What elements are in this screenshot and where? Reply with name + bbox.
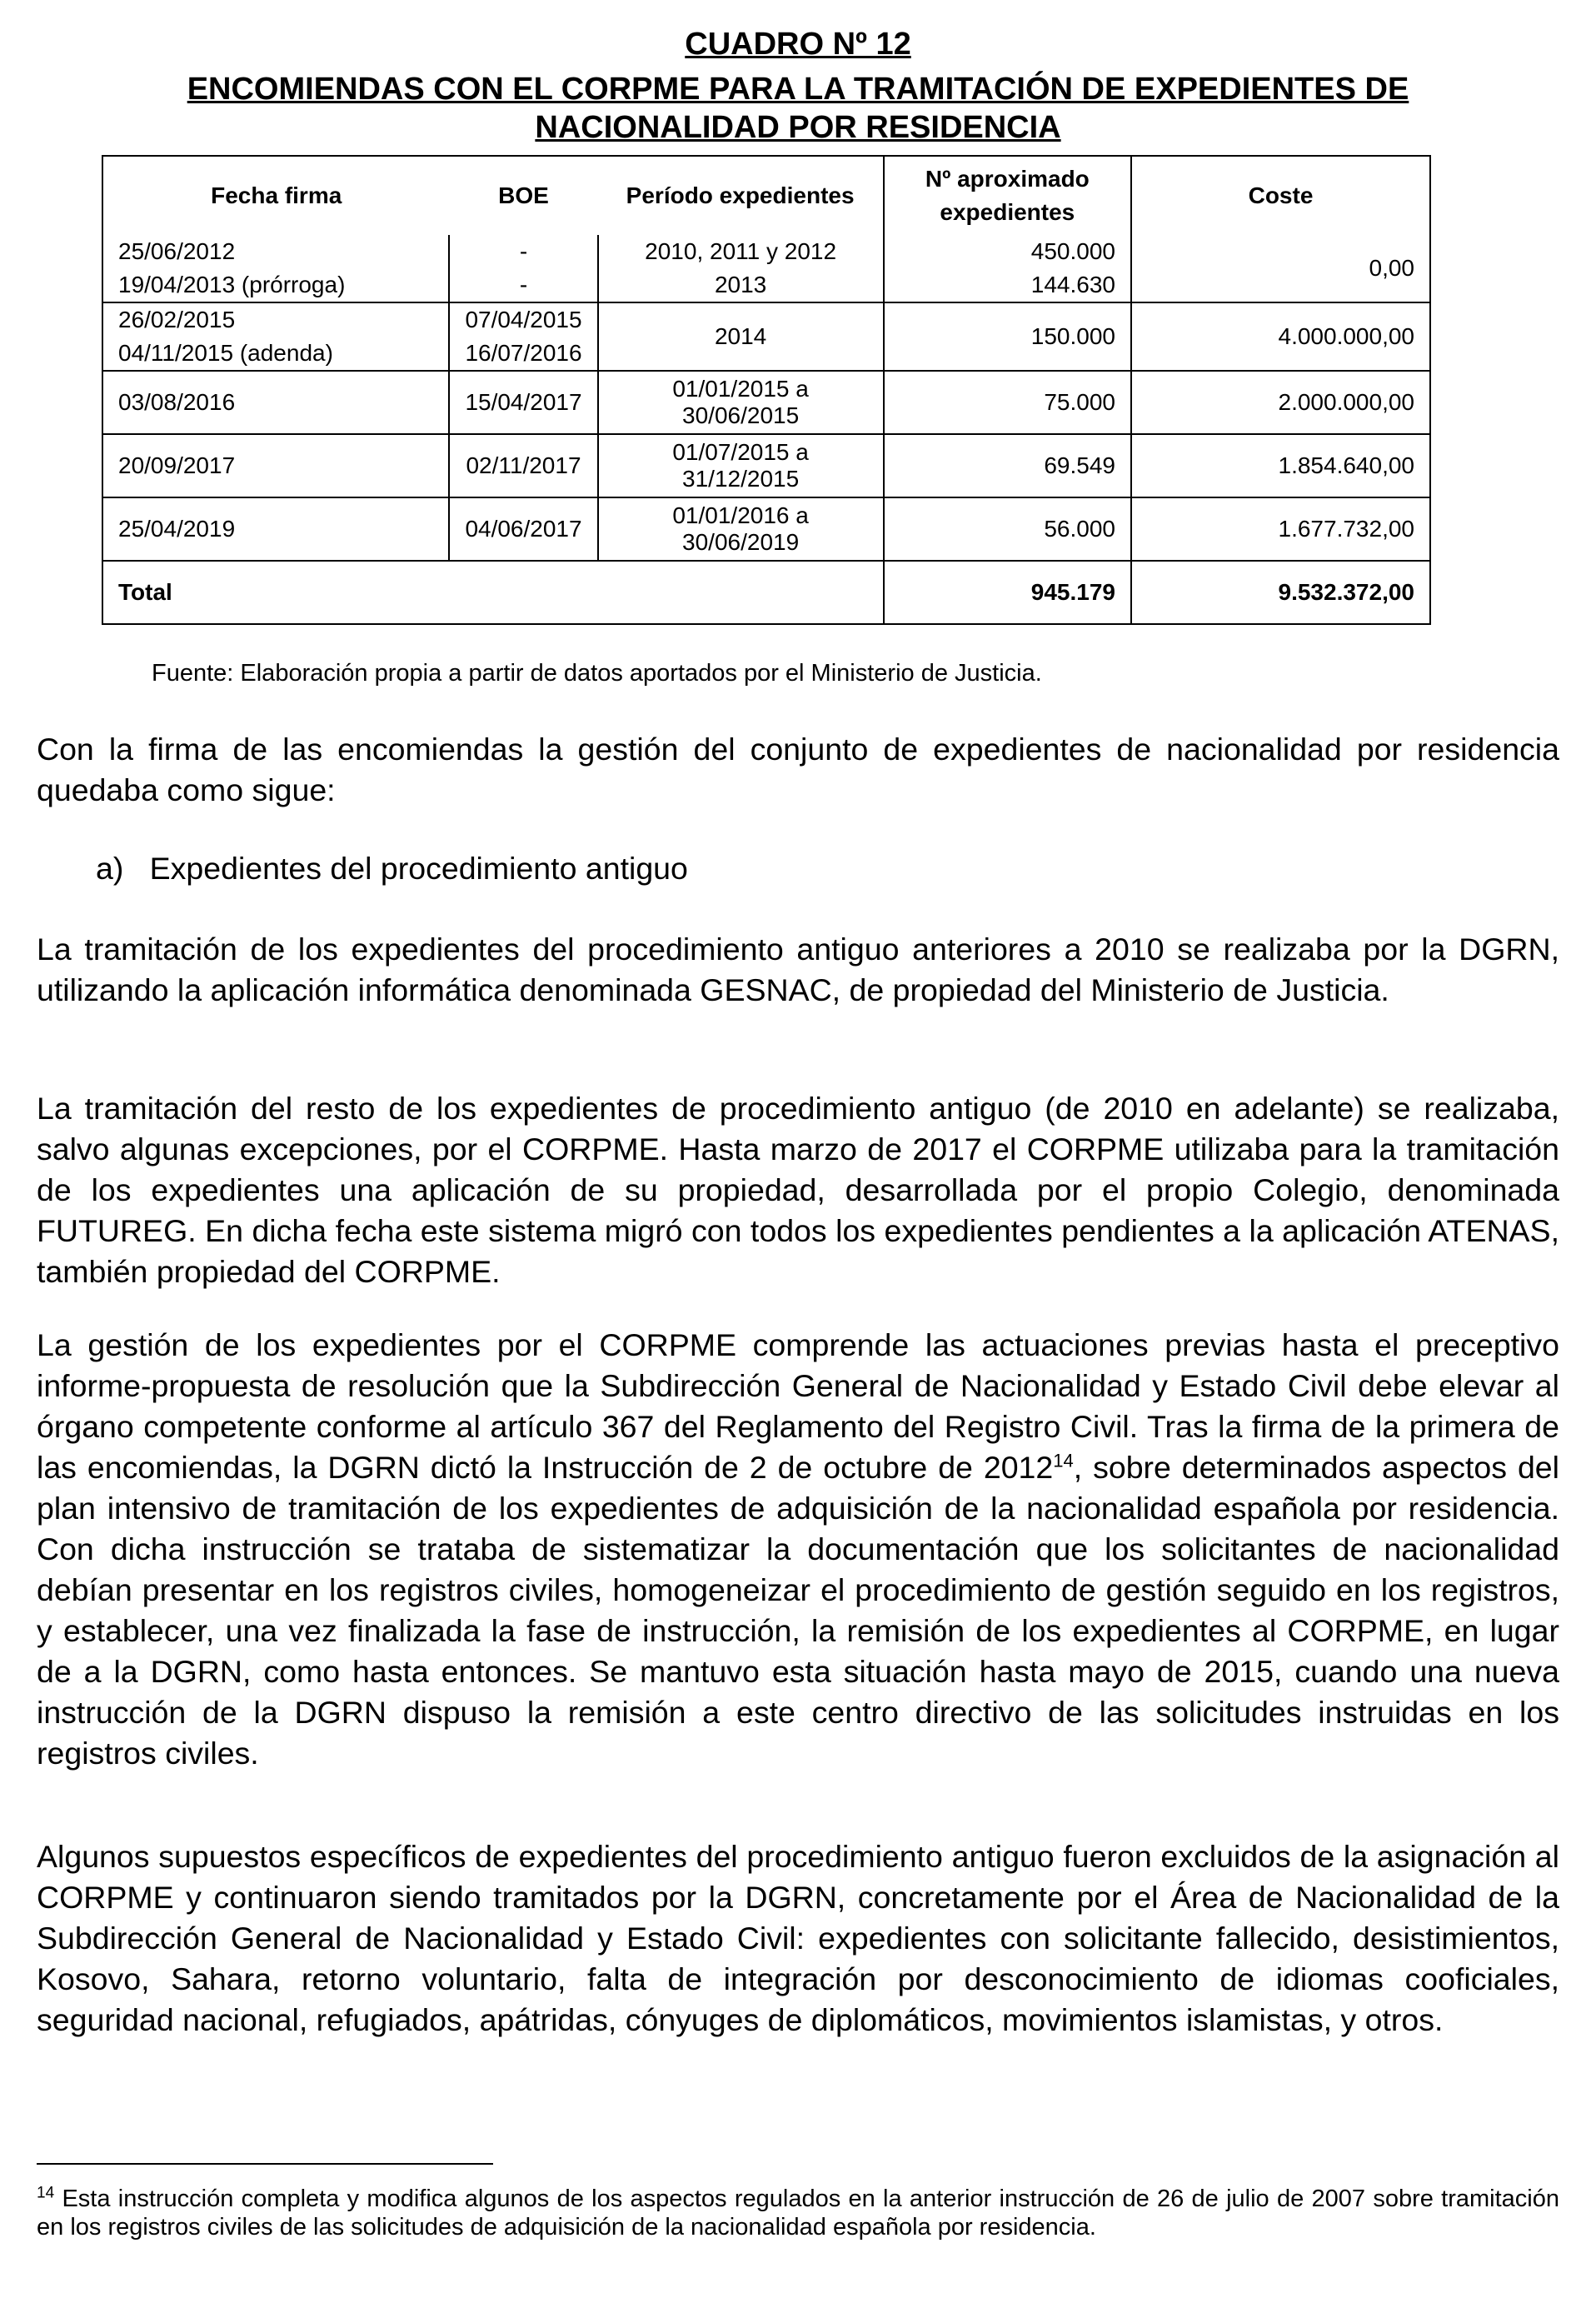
header-coste: Coste (1131, 156, 1430, 235)
cell-boe-line-1: - (519, 238, 528, 264)
cell-boe: 02/11/2017 (449, 434, 597, 497)
cell-total-label: Total (102, 561, 884, 624)
table-row (102, 497, 1430, 561)
table-title-line-1: ENCOMIENDAS CON EL CORPME PARA LA TRAMITACIÓN DE EXPEDIENTES DE (187, 72, 1409, 107)
cell-num (884, 235, 1131, 302)
cell-fecha-line-1: 25/06/2012 (118, 238, 236, 264)
cell-coste: 4.000.000,00 (1131, 302, 1430, 371)
table-row (102, 235, 1430, 302)
cell-coste: 2.000.000,00 (1131, 371, 1430, 434)
list-marker: a) (96, 851, 124, 886)
cell-fecha: 25/04/2019 (102, 497, 449, 561)
cell-num: 69.549 (884, 434, 1131, 497)
cell-boe (449, 235, 597, 302)
paragraph-4-part-1: La gestión de los expedientes por el CORPME comprende las actuaciones previas hasta el preceptivo informe-propuesta de resolución que la Subdirección General de Nacionalidad y Estado Civil debe elevar al órgano competente conforme al artículo 367 del Reglamento del Registro Civil. Tras la firma de la primera de las encomiendas, la DGRN dictó la Instrucción de 2 de octubre de 2012 (37, 1327, 1559, 1485)
cell-periodo: 01/07/2015 a 31/12/2015 (598, 434, 884, 497)
paragraph-5: Algunos supuestos específicos de expedientes del procedimiento antiguo fueron excluidos de la asignación al CORPME y continuaron siendo tramitados por la DGRN, concretamente por el Área de Nacionalidad de la Subdirección General de Nacionalidad y Estado Civil: expedientes con solicitante fallecido, desistimientos, Kosovo, Sahara, retorno voluntario, falta de integración por desconocimiento de idiomas cooficiales, seguridad nacional, refugiados, apátridas, cónyuges de diplomáticos, movimientos islamistas, y otros. (37, 1839, 1559, 2037)
cell-boe-line-2: - (519, 272, 528, 297)
table-title-line-2: NACIONALIDAD POR RESIDENCIA (535, 110, 1061, 145)
cell-total-coste: 9.532.372,00 (1131, 561, 1430, 624)
header-boe: BOE (449, 156, 597, 235)
cell-num: 150.000 (884, 302, 1131, 371)
cell-periodo: 2014 (598, 302, 884, 371)
list-item-text: Expedientes del procedimiento antiguo (149, 851, 688, 886)
header-periodo: Período expedientes (598, 156, 884, 235)
table-source-note: Fuente: Elaboración propia a partir de datos aportados por el Ministerio de Justicia. (152, 660, 1042, 687)
cell-periodo: 01/01/2016 a 30/06/2019 (598, 497, 884, 561)
header-num-expedientes (884, 156, 1131, 235)
paragraph-2: La tramitación de los expedientes del procedimiento antiguo anteriores a 2010 se realizaba por la DGRN, utilizando la aplicación informática denominada GESNAC, de propiedad del Ministerio de Justicia. (37, 932, 1559, 1007)
cell-fecha-line-2: 04/11/2015 (adenda) (118, 340, 333, 366)
cell-periodo: 01/01/2015 a 30/06/2015 (598, 371, 884, 434)
table-row (102, 434, 1430, 497)
cell-num-line-2: 144.630 (1030, 272, 1115, 297)
paragraph-4-part-2: , sobre determinados aspectos del plan intensivo de tramitación de los expedientes de adquisición de la nacionalidad española por residencia. Con dicha instrucción se trataba de sistematizar la documentación que los solicitantes de nacionalidad debían presentar en los registros civiles, homogeneizar el procedimiento de gestión seguido en los registros, y establecer, una vez finalizada la fase de instrucción, la remisión de los expedientes al CORPME, en lugar de a la DGRN, como hasta entonces. Se mantuvo esta situación hasta mayo de 2015, cuando una nueva instrucción de la DGRN dispuso la remisión a este centro directivo de las solicitudes instruidas en los registros civiles. (37, 1450, 1559, 1771)
table-row (102, 371, 1430, 434)
cell-num: 75.000 (884, 371, 1131, 434)
table-number-heading: CUADRO Nº 12 (685, 27, 911, 62)
footnote-number: 14 (37, 2184, 55, 2202)
footnote-text: Esta instrucción completa y modifica algunos de los aspectos regulados en la anterior instrucción de 26 de julio de 2007 sobre tramitación en los registros civiles de las solicitudes de adquisición de la nacionalidad española por residencia. (37, 2186, 1559, 2241)
cell-boe: 04/06/2017 (449, 497, 597, 561)
table-total-row (102, 561, 1430, 624)
paragraph-4 (37, 1325, 1559, 1774)
cell-num-line-1: 450.000 (1030, 238, 1115, 264)
cell-num: 56.000 (884, 497, 1131, 561)
cell-boe-line-2: 16/07/2016 (465, 340, 582, 366)
table-row (102, 302, 1430, 371)
cell-coste: 1.677.732,00 (1131, 497, 1430, 561)
header-num-line-1: Nº aproximado (925, 166, 1090, 192)
footnote (37, 2185, 1559, 2241)
header-fecha-firma: Fecha firma (102, 156, 449, 235)
cell-boe: 15/04/2017 (449, 371, 597, 434)
encomiendas-table (102, 155, 1431, 625)
cell-coste: 1.854.640,00 (1131, 434, 1430, 497)
footnote-separator (37, 2163, 493, 2165)
cell-fecha: 20/09/2017 (102, 434, 449, 497)
paragraph-1: Con la firma de las encomiendas la gestión del conjunto de expedientes de nacionalidad por residencia quedaba como sigue: (37, 732, 1559, 807)
cell-periodo-line-1: 2010, 2011 y 2012 (645, 238, 837, 264)
cell-fecha (102, 235, 449, 302)
cell-coste: 0,00 (1131, 235, 1430, 302)
footnote-reference: 14 (1053, 1450, 1074, 1471)
header-num-line-2: expedientes (940, 199, 1075, 225)
cell-fecha-line-2: 19/04/2013 (prórroga) (118, 272, 346, 297)
cell-boe-line-1: 07/04/2015 (465, 307, 582, 332)
cell-fecha-line-1: 26/02/2015 (118, 307, 236, 332)
cell-fecha: 03/08/2016 (102, 371, 449, 434)
paragraph-3: La tramitación del resto de los expedientes de procedimiento antiguo (de 2010 en adelante) se realizaba, salvo algunas excepciones, por el CORPME. Hasta marzo de 2017 el CORPME utilizaba para la tramitación de los expedientes una aplicación de su propiedad, desarrollada por el propio Colegio, denominada FUTUREG. En dicha fecha este sistema migró con todos los expedientes pendientes a la aplicación ATENAS, también propiedad del CORPME. (37, 1091, 1559, 1289)
cell-boe (449, 302, 597, 371)
table-header-row (102, 156, 1430, 235)
cell-periodo-line-2: 2013 (714, 272, 767, 297)
cell-periodo (598, 235, 884, 302)
cell-total-num: 945.179 (884, 561, 1131, 624)
cell-fecha (102, 302, 449, 371)
list-item-a (96, 848, 1596, 889)
